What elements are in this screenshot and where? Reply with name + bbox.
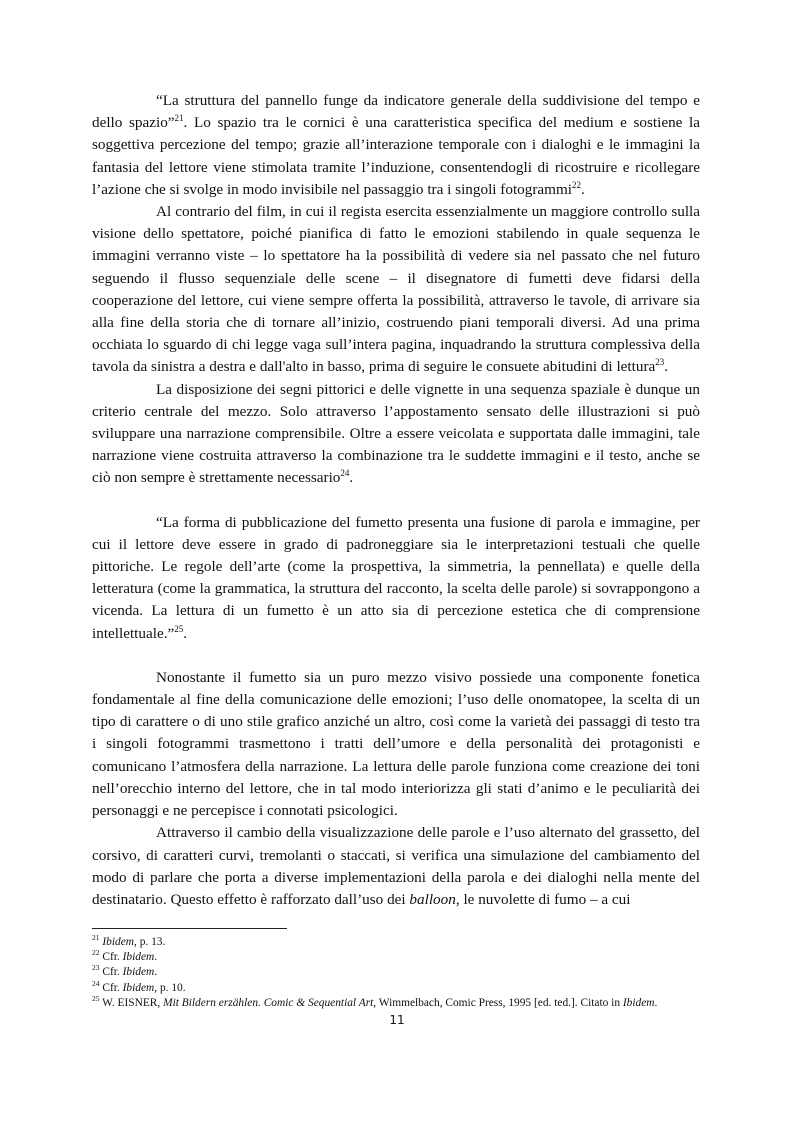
paragraph-5: Nonostante il fumetto sia un puro mezzo visivo possiede una componente fonetica fondamentale al fine della comunicazione delle emozioni; l’uso delle onomatopee, la scelta di un tipo di carattere o di uno stile grafico anziché un altro, così come la varietà dei passaggi di testo tra i singoli fotogrammi trasmettono i tratti dell’umore e della personalità dei protagonisti e comunicano l’atmosfera della narrazione. La lettura delle parole funziona come creazione dei toni nell’orecchio interno del lettore, che in tal modo interiorizza gli stati d’animo e le peculiarità dei personaggi e ne percepisce i connotati psicologici. bbox=[92, 668, 700, 820]
footnote-ref-22[interactable]: 22 bbox=[572, 179, 582, 190]
footnote-ref-21[interactable]: 21 bbox=[174, 113, 184, 124]
block-quote: “La forma di pubblicazione del fumetto presenta una fusione di parola e immagine, per cui il lettore deve essere in grado di padroneggiare sia le interpretazioni testuali che quelle pittoriche. Le regole dell’arte (come la prospettiva, la simmetria, la pennellata) e quelle della letteratura (come la grammatica, la struttura del racconto, la scelta delle parole) si sovrappongono a vicenda. La lettura di un fumetto è un atto sia di percezione estetica che di comprensione intellettuale.”$^{25}$. bbox=[92, 513, 700, 642]
italic-term: balloon bbox=[409, 890, 456, 908]
footnote-separator bbox=[92, 928, 287, 929]
footnote-24: $^{24}$ Cfr. Ibidem, p. 10. bbox=[92, 978, 186, 994]
footnote-ref-23[interactable]: 23 bbox=[655, 357, 665, 368]
footnote-25: $^{25}$ W. EISNER, Mit Bildern erzählen. Comic & Sequential Art, Wimmelbach, Comic Press, 1995 [ed. ted.]. Citato in Ibidem. bbox=[92, 994, 658, 1009]
paragraph-3: La disposizione dei segni pittorici e delle vignette in una sequenza spaziale è dunque un criterio centrale del mezzo. Solo attraverso l’appostamento sensato delle illustrazioni si può sviluppare una narrazione comprensibile. Oltre a essere veicolata e supportata dalle immagini, tale narrazione viene costruita attraverso la combinazione tra le suddette immagini e il testo, anche se ciò non sempre è strettamente necessario$^{24}$. bbox=[92, 380, 700, 487]
footnote-ref-25[interactable]: 25 bbox=[174, 623, 184, 634]
footnote-23: $^{23}$ Cfr. Ibidem. bbox=[92, 963, 158, 979]
footnote-ref-24[interactable]: 24 bbox=[340, 468, 350, 479]
footnote-22: $^{22}$ Cfr. Ibidem. bbox=[92, 948, 158, 964]
paragraph-2: Al contrario del film, in cui il regista esercita essenzialmente un maggiore controllo sulla visione dello spettatore, poiché pianifica di fatto le emozioni stabilendo in quale sequenza le immagini verranno viste – lo spettatore ha la possibilità di vedere sia nel passato che nel futuro seguendo il flusso sequenziale delle scene – il disegnatore di fumetti deve fidarsi della cooperazione del lettore, cui viene sempre offerta la possibilità, attraverso le tavole, di arrivare sia alla fine della storia che di tornare all’inizio, costruendo piani temporali diversi. Ad una prima occhiata lo sguardo di chi legge vaga sull’intera pagina, inquadrando la struttura complessiva della tavola da sinistra a destra e dall'alto in basso, prima di seguire le consuete abitudini di lettura$^{23}$. bbox=[92, 203, 700, 376]
body-text bbox=[92, 90, 700, 911]
footnotes bbox=[92, 935, 700, 1011]
page-number: 11 bbox=[389, 1013, 405, 1027]
footnote-21: $^{21}$ Ibidem, p. 13. bbox=[92, 933, 166, 948]
paragraph-1: “La struttura del pannello funge da indicatore generale della suddivisione del tempo e dello spazio”$^{21}$. Lo spazio tra le cornici è una caratteristica specifica del medium e sostiene la soggettiva percezione del tempo; grazie all’interazione temporale con i dialoghi e le immagini la fantasia del lettore viene stimolata tramite l’induzione, consentendogli di ricostruire e ricollegare l’azione che si svolge in modo invisibile nel passaggio tra i singoli fotogrammi$^{22}$. bbox=[92, 92, 700, 198]
paragraph-6: Attraverso il cambio della visualizzazione delle parole e l’uso alternato del grassetto, del corsivo, di caratteri curvi, tremolanti o staccati, si verifica una simulazione del cambiamento del modo di parlare che porta a diverse implementazioni della parola e dei dialoghi nella mente del destinatario. Questo effetto è rafforzato dall’uso dei balloon, le nuvolette di fumo – a cui bbox=[92, 824, 700, 908]
